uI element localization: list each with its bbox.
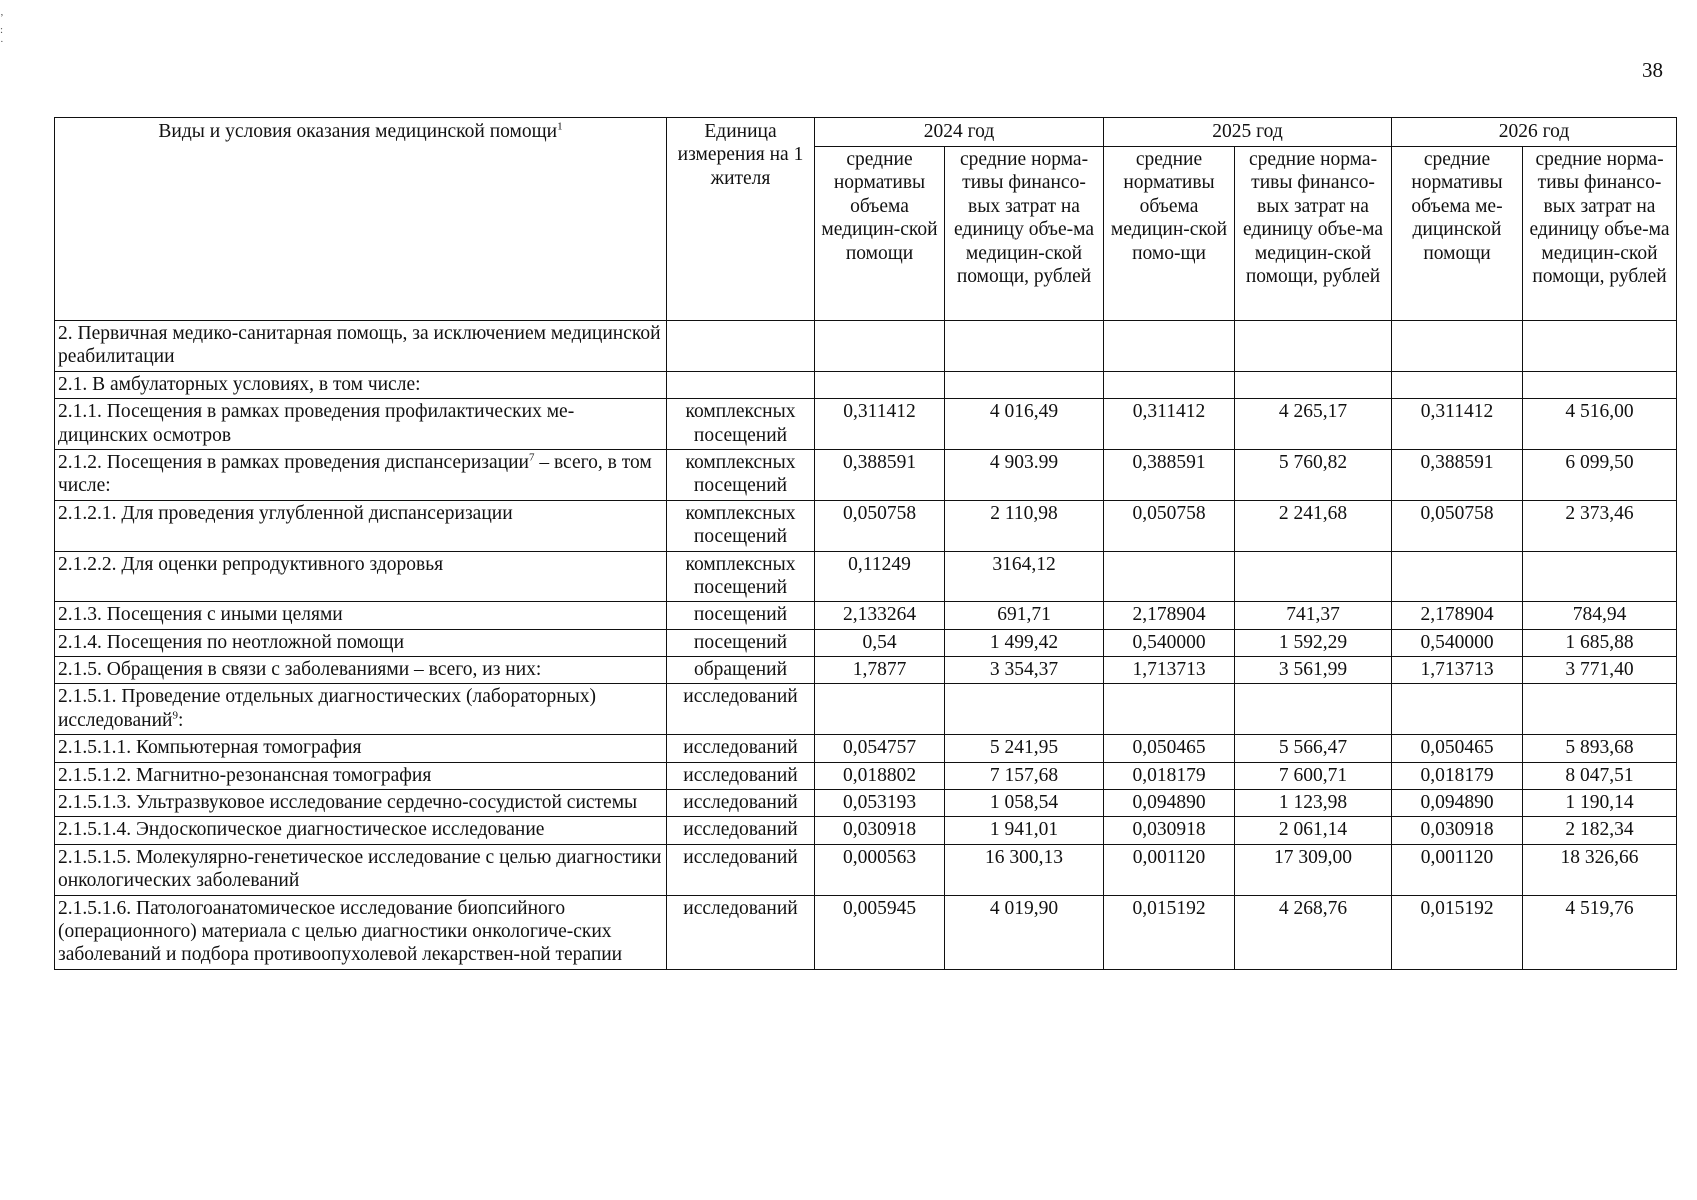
unit-cell: комплексных посещений bbox=[667, 449, 815, 500]
volume-2025-cell: 0,030918 bbox=[1104, 817, 1235, 844]
unit-cell: исследований bbox=[667, 684, 815, 735]
volume-2026-cell: 0,001120 bbox=[1392, 844, 1523, 895]
table-row bbox=[55, 629, 1677, 656]
row-name-cell bbox=[55, 762, 667, 789]
footnote-marker: 9 bbox=[172, 709, 178, 722]
unit-cell: исследований bbox=[667, 817, 815, 844]
unit-cell: исследований bbox=[667, 735, 815, 762]
cost-2025-cell bbox=[1235, 684, 1392, 735]
header-volume-2025: средние нормативы объема медицин-ской помо-щи bbox=[1104, 147, 1235, 321]
volume-2025-cell: 0,015192 bbox=[1104, 895, 1235, 969]
volume-2026-cell: 0,030918 bbox=[1392, 817, 1523, 844]
cost-2026-cell: 3 771,40 bbox=[1523, 657, 1677, 684]
volume-2026-cell bbox=[1392, 371, 1523, 398]
unit-cell: посещений bbox=[667, 602, 815, 629]
cost-2024-cell: 1 499,42 bbox=[945, 629, 1104, 656]
unit-cell: исследований bbox=[667, 762, 815, 789]
header-cost-2025: средние норма-тивы финансо-вых затрат на единицу объе-ма медицин-ской помощи, рублей bbox=[1235, 147, 1392, 321]
volume-2024-cell: 0,018802 bbox=[815, 762, 945, 789]
cost-2024-cell bbox=[945, 321, 1104, 372]
row-name-cell bbox=[55, 735, 667, 762]
cost-2026-cell bbox=[1523, 321, 1677, 372]
row-name-cell bbox=[55, 817, 667, 844]
cost-2024-cell: 4 016,49 bbox=[945, 399, 1104, 450]
table-row bbox=[55, 895, 1677, 969]
volume-2026-cell: 0,018179 bbox=[1392, 762, 1523, 789]
cost-2024-cell: 4 903.99 bbox=[945, 449, 1104, 500]
table-row bbox=[55, 399, 1677, 450]
cost-2026-cell bbox=[1523, 684, 1677, 735]
cost-2025-cell: 5 760,82 bbox=[1235, 449, 1392, 500]
cost-2025-cell: 741,37 bbox=[1235, 602, 1392, 629]
unit-cell: исследований bbox=[667, 895, 815, 969]
footnote-marker: 1 bbox=[557, 120, 563, 133]
volume-2026-cell: 2,178904 bbox=[1392, 602, 1523, 629]
table-row bbox=[55, 684, 1677, 735]
volume-2024-cell bbox=[815, 321, 945, 372]
cost-2026-cell bbox=[1523, 551, 1677, 602]
row-name-cell bbox=[55, 790, 667, 817]
header-kind-text: Виды и условия оказания медицинской помощи bbox=[158, 121, 558, 142]
volume-2025-cell: 0,050758 bbox=[1104, 500, 1235, 551]
row-name: 2.1.3. Посещения с иными целями bbox=[58, 604, 343, 626]
margin-mark: ’ bbox=[0, 12, 4, 24]
row-name-tail: : bbox=[177, 709, 184, 731]
row-name: 2.1.4. Посещения по неотложной помощи bbox=[58, 631, 405, 653]
cost-2025-cell: 1 123,98 bbox=[1235, 790, 1392, 817]
cost-2026-cell: 18 326,66 bbox=[1523, 844, 1677, 895]
row-name-cell bbox=[55, 399, 667, 450]
volume-2024-cell: 0,54 bbox=[815, 629, 945, 656]
cost-2024-cell: 16 300,13 bbox=[945, 844, 1104, 895]
unit-cell: обращений bbox=[667, 657, 815, 684]
cost-2026-cell: 784,94 bbox=[1523, 602, 1677, 629]
row-name-cell bbox=[55, 602, 667, 629]
row-name-cell bbox=[55, 657, 667, 684]
volume-2024-cell bbox=[815, 371, 945, 398]
cost-2025-cell: 7 600,71 bbox=[1235, 762, 1392, 789]
norms-table bbox=[54, 117, 1677, 970]
volume-2025-cell: 0,018179 bbox=[1104, 762, 1235, 789]
header-year-2024: 2024 год bbox=[815, 118, 1104, 147]
unit-cell bbox=[667, 371, 815, 398]
table-row bbox=[55, 449, 1677, 500]
row-name: 2.1.5.1. Проведение отдельных диагностических (лабораторных) исследований bbox=[58, 686, 596, 731]
volume-2026-cell: 0,388591 bbox=[1392, 449, 1523, 500]
cost-2024-cell: 5 241,95 bbox=[945, 735, 1104, 762]
volume-2024-cell bbox=[815, 684, 945, 735]
unit-cell: посещений bbox=[667, 629, 815, 656]
unit-cell: исследований bbox=[667, 790, 815, 817]
cost-2026-cell: 2 182,34 bbox=[1523, 817, 1677, 844]
volume-2024-cell: 1,7877 bbox=[815, 657, 945, 684]
volume-2025-cell bbox=[1104, 684, 1235, 735]
table-row bbox=[55, 657, 1677, 684]
header-kind bbox=[55, 118, 667, 321]
cost-2025-cell: 2 241,68 bbox=[1235, 500, 1392, 551]
volume-2024-cell: 0,050758 bbox=[815, 500, 945, 551]
volume-2025-cell: 0,311412 bbox=[1104, 399, 1235, 450]
volume-2026-cell: 0,050465 bbox=[1392, 735, 1523, 762]
cost-2024-cell: 7 157,68 bbox=[945, 762, 1104, 789]
cost-2026-cell: 2 373,46 bbox=[1523, 500, 1677, 551]
row-name: 2.1.2.1. Для проведения углубленной диспансеризации bbox=[58, 502, 513, 524]
unit-cell bbox=[667, 321, 815, 372]
row-name-tail: – всего, в том числе: bbox=[58, 451, 652, 497]
header-year-2026: 2026 год bbox=[1392, 118, 1677, 147]
volume-2025-cell: 0,050465 bbox=[1104, 735, 1235, 762]
volume-2026-cell: 0,050758 bbox=[1392, 500, 1523, 551]
row-name: 2.1.1. Посещения в рамках проведения профилактических ме-дицинских осмотров bbox=[58, 401, 575, 446]
volume-2024-cell: 0,388591 bbox=[815, 449, 945, 500]
volume-2026-cell: 0,311412 bbox=[1392, 399, 1523, 450]
cost-2025-cell: 17 309,00 bbox=[1235, 844, 1392, 895]
cost-2025-cell: 4 265,17 bbox=[1235, 399, 1392, 450]
unit-cell: комплексных посещений bbox=[667, 500, 815, 551]
row-name: 2.1.2. Посещения в рамках проведения диспансеризации bbox=[58, 451, 529, 473]
cost-2024-cell: 2 110,98 bbox=[945, 500, 1104, 551]
volume-2024-cell: 0,030918 bbox=[815, 817, 945, 844]
volume-2026-cell: 1,713713 bbox=[1392, 657, 1523, 684]
row-name: 2.1.5. Обращения в связи с заболеваниями – всего, из них: bbox=[58, 659, 542, 681]
row-name-cell bbox=[55, 629, 667, 656]
row-name: 2.1.5.1.2. Магнитно-резонансная томография bbox=[58, 764, 432, 786]
cost-2024-cell bbox=[945, 371, 1104, 398]
table-row bbox=[55, 371, 1677, 398]
table-row bbox=[55, 817, 1677, 844]
cost-2025-cell: 4 268,76 bbox=[1235, 895, 1392, 969]
header-unit: Единица измерения на 1 жителя bbox=[667, 118, 815, 321]
cost-2025-cell: 5 566,47 bbox=[1235, 735, 1392, 762]
volume-2025-cell: 2,178904 bbox=[1104, 602, 1235, 629]
cost-2025-cell: 3 561,99 bbox=[1235, 657, 1392, 684]
header-year-2025: 2025 год bbox=[1104, 118, 1392, 147]
footnote-marker: 7 bbox=[528, 451, 535, 464]
cost-2026-cell: 8 047,51 bbox=[1523, 762, 1677, 789]
volume-2024-cell: 0,005945 bbox=[815, 895, 945, 969]
row-name-cell bbox=[55, 371, 667, 398]
row-name: 2.1.5.1.3. Ультразвуковое исследование сердечно-сосудистой системы bbox=[58, 792, 638, 814]
cost-2026-cell: 1 685,88 bbox=[1523, 629, 1677, 656]
cost-2026-cell: 5 893,68 bbox=[1523, 735, 1677, 762]
row-name-cell bbox=[55, 684, 667, 735]
cost-2026-cell bbox=[1523, 371, 1677, 398]
volume-2024-cell: 2,133264 bbox=[815, 602, 945, 629]
cost-2025-cell bbox=[1235, 371, 1392, 398]
row-name-cell bbox=[55, 321, 667, 372]
volume-2024-cell: 0,000563 bbox=[815, 844, 945, 895]
page-number: 38 bbox=[1642, 58, 1663, 82]
cost-2025-cell: 2 061,14 bbox=[1235, 817, 1392, 844]
row-name: 2.1.5.1.1. Компьютерная томография bbox=[58, 737, 362, 759]
row-name: 2. Первичная медико-санитарная помощь, за исключением медицинской реабилитации bbox=[58, 323, 661, 368]
volume-2024-cell: 0,11249 bbox=[815, 551, 945, 602]
table-row bbox=[55, 551, 1677, 602]
volume-2026-cell: 0,015192 bbox=[1392, 895, 1523, 969]
cost-2024-cell: 3 354,37 bbox=[945, 657, 1104, 684]
unit-cell: комплексных посещений bbox=[667, 399, 815, 450]
table-row bbox=[55, 735, 1677, 762]
volume-2024-cell: 0,053193 bbox=[815, 790, 945, 817]
row-name-cell bbox=[55, 895, 667, 969]
table-row bbox=[55, 844, 1677, 895]
volume-2025-cell bbox=[1104, 371, 1235, 398]
volume-2025-cell bbox=[1104, 551, 1235, 602]
volume-2025-cell: 0,540000 bbox=[1104, 629, 1235, 656]
volume-2024-cell: 0,311412 bbox=[815, 399, 945, 450]
margin-marks bbox=[0, 12, 4, 48]
volume-2025-cell: 0,094890 bbox=[1104, 790, 1235, 817]
cost-2024-cell bbox=[945, 684, 1104, 735]
cost-2026-cell: 4 516,00 bbox=[1523, 399, 1677, 450]
cost-2026-cell: 6 099,50 bbox=[1523, 449, 1677, 500]
volume-2026-cell bbox=[1392, 684, 1523, 735]
cost-2024-cell: 1 058,54 bbox=[945, 790, 1104, 817]
cost-2025-cell bbox=[1235, 551, 1392, 602]
volume-2025-cell: 0,388591 bbox=[1104, 449, 1235, 500]
unit-cell: комплексных посещений bbox=[667, 551, 815, 602]
volume-2025-cell: 1,713713 bbox=[1104, 657, 1235, 684]
cost-2024-cell: 4 019,90 bbox=[945, 895, 1104, 969]
cost-2026-cell: 4 519,76 bbox=[1523, 895, 1677, 969]
row-name-cell bbox=[55, 844, 667, 895]
volume-2026-cell bbox=[1392, 551, 1523, 602]
row-name: 2.1.5.1.4. Эндоскопическое диагностическое исследование bbox=[58, 819, 545, 841]
volume-2025-cell: 0,001120 bbox=[1104, 844, 1235, 895]
header-volume-2024: средние нормативы объема медицин-ской помощи bbox=[815, 147, 945, 321]
volume-2024-cell: 0,054757 bbox=[815, 735, 945, 762]
cost-2025-cell bbox=[1235, 321, 1392, 372]
row-name: 2.1.2.2. Для оценки репродуктивного здоровья bbox=[58, 553, 444, 575]
row-name: 2.1.5.1.5. Молекулярно-генетическое исследование с целью диагностики онкологических заболеваний bbox=[58, 846, 662, 892]
header-volume-2026: средние нормативы объема ме-дицинской помощи bbox=[1392, 147, 1523, 321]
row-name-cell bbox=[55, 449, 667, 500]
cost-2026-cell: 1 190,14 bbox=[1523, 790, 1677, 817]
volume-2026-cell: 0,540000 bbox=[1392, 629, 1523, 656]
margin-mark: · bbox=[0, 36, 4, 48]
volume-2026-cell: 0,094890 bbox=[1392, 790, 1523, 817]
row-name-cell bbox=[55, 551, 667, 602]
table-row bbox=[55, 762, 1677, 789]
table-row bbox=[55, 500, 1677, 551]
header-cost-2026: средние норма-тивы финансо-вых затрат на единицу объе-ма медицин-ской помощи, рублей bbox=[1523, 147, 1677, 321]
row-name: 2.1. В амбулаторных условиях, в том числе: bbox=[58, 373, 421, 395]
margin-mark: : bbox=[0, 24, 4, 36]
row-name: 2.1.5.1.6. Патологоанатомическое исследование биопсийного (операционного) материала с целью диагностики онкологиче-ских заболеваний и подбора противоопухолевой лекарствен-ной терапии bbox=[58, 897, 623, 966]
table-row bbox=[55, 790, 1677, 817]
cost-2024-cell: 691,71 bbox=[945, 602, 1104, 629]
cost-2024-cell: 1 941,01 bbox=[945, 817, 1104, 844]
header-cost-2024: средние норма-тивы финансо-вых затрат на единицу объе-ма медицин-ской помощи, рублей bbox=[945, 147, 1104, 321]
volume-2025-cell bbox=[1104, 321, 1235, 372]
volume-2026-cell bbox=[1392, 321, 1523, 372]
cost-2025-cell: 1 592,29 bbox=[1235, 629, 1392, 656]
table-body bbox=[55, 321, 1677, 970]
table-row bbox=[55, 602, 1677, 629]
header-row-years bbox=[55, 118, 1677, 147]
unit-cell: исследований bbox=[667, 844, 815, 895]
row-name-cell bbox=[55, 500, 667, 551]
table-row bbox=[55, 321, 1677, 372]
cost-2024-cell: 3164,12 bbox=[945, 551, 1104, 602]
